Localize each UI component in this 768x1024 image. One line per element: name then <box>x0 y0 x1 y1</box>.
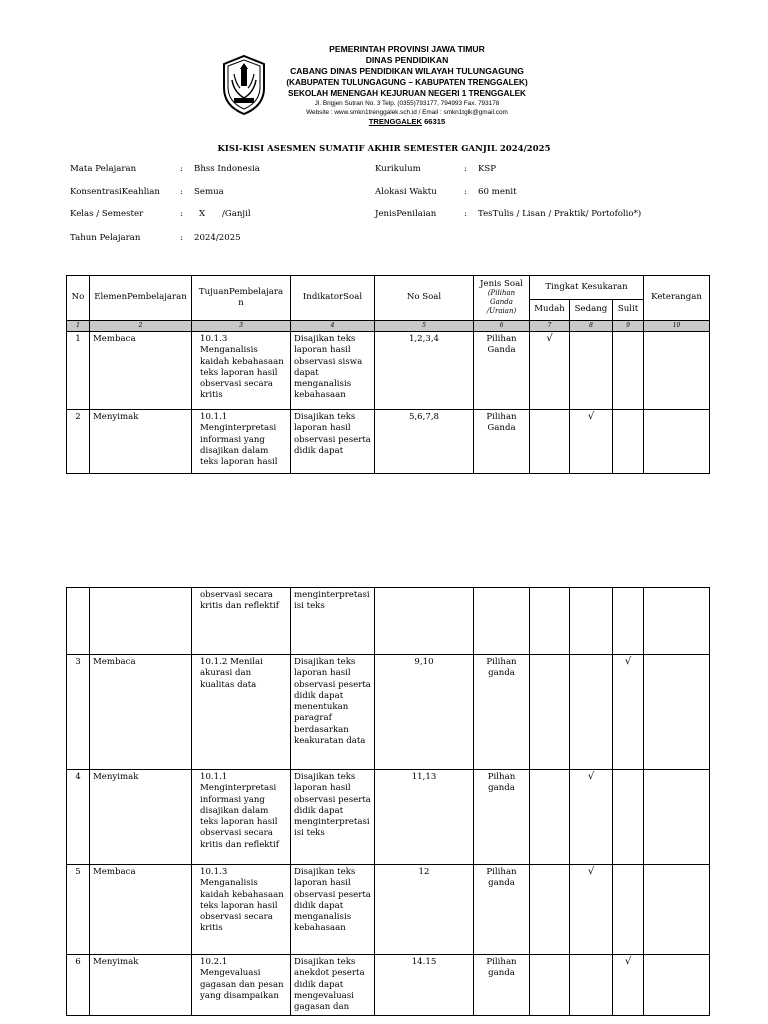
info-jenis-value: TesTulis / Lisan / Praktik/ Portofolio*) <box>478 209 642 219</box>
row-no-soal <box>375 588 474 655</box>
row-no: 5 <box>67 865 90 955</box>
row-mudah-cell <box>530 655 570 770</box>
row-elemen: Menyimak <box>90 770 192 865</box>
row-sedang-cell <box>570 770 613 865</box>
row-sedang-cell <box>570 865 613 955</box>
header-no-soal: No Soal <box>375 276 474 321</box>
row-sulit-cell <box>613 332 644 410</box>
kisi-kisi-table-2 <box>66 587 710 1016</box>
row-no: 1 <box>67 332 90 410</box>
table-row <box>67 865 710 955</box>
header-jenis-soal-label: Jenis Soal <box>480 279 523 289</box>
table-row <box>67 770 710 865</box>
letterhead-city-line <box>266 117 548 127</box>
table-row <box>67 655 710 770</box>
info-tahun-value: 2024/2025 <box>194 233 241 243</box>
header-indikator: IndikatorSoal <box>291 276 375 321</box>
table-row <box>67 410 710 474</box>
letterhead-postcode: 66315 <box>424 117 446 126</box>
info-kurikulum-value: KSP <box>478 164 497 174</box>
info-colon: : <box>180 209 183 219</box>
header-no: No <box>67 276 90 321</box>
row-jenis-soal: Pilihan Ganda <box>474 332 530 410</box>
info-konsentrasi-label: KonsentrasiKeahlian <box>70 187 160 197</box>
row-indikator: Disajikan teks laporan hasil observasi peserta didik dapat menginterpretasi isi teks <box>291 770 375 865</box>
table-row <box>67 955 710 1016</box>
letterhead-line3: CABANG DINAS PENDIDIKAN WILAYAH TULUNGAGUNG <box>290 66 524 76</box>
row-sedang-cell <box>570 332 613 410</box>
header-keterangan: Keterangan <box>644 276 710 321</box>
row-jenis-soal: Pilihan ganda <box>474 865 530 955</box>
row-indikator: Disajikan teks anekdot peserta didik dapat mengevaluasi gagasan dan <box>291 955 375 1016</box>
header-sulit: Sulit <box>613 300 644 321</box>
kisi-kisi-table-1 <box>66 275 710 474</box>
col-number: 7 <box>530 321 570 332</box>
row-tujuan: 10.1.2 Menilai akurasi dan kualitas data <box>192 655 291 770</box>
info-colon: : <box>180 164 183 174</box>
row-mudah-cell <box>530 955 570 1016</box>
row-tujuan: 10.1.3 Menganalisis kaidah kebahasaan teks laporan hasil observasi secara kritis <box>192 865 291 955</box>
row-sedang-cell <box>570 655 613 770</box>
row-keterangan <box>644 410 710 474</box>
row-tujuan: 10.1.1 Menginterpretasi informasi yang disajikan dalam teks laporan hasil <box>192 410 291 474</box>
row-jenis-soal: Pilhan ganda <box>474 770 530 865</box>
header-sedang: Sedang <box>570 300 613 321</box>
row-indikator: Disajikan teks laporan hasil observasi siswa dapat menganalisis kebahasaan <box>291 332 375 410</box>
letterhead-website: Website : www.smkn1trenggalek.sch.id / Email : smkn1tglk@gmail.com <box>306 109 508 116</box>
row-no-soal: 9,10 <box>375 655 474 770</box>
row-mudah-cell <box>530 865 570 955</box>
row-keterangan <box>644 588 710 655</box>
letterhead-line1: PEMERINTAH PROVINSI JAWA TIMUR <box>329 44 485 54</box>
row-tujuan: 10.2.1 Mengevaluasi gagasan dan pesan yang disampaikan <box>192 955 291 1016</box>
col-number: 3 <box>192 321 291 332</box>
col-number: 1 <box>67 321 90 332</box>
column-number-row <box>67 321 710 332</box>
row-indikator: Disajikan teks laporan hasil observasi peserta didik dapat menentukan paragraf berdasarkan keakuratan data <box>291 655 375 770</box>
checkmark-icon: √ <box>624 956 632 967</box>
checkmark-icon: √ <box>587 771 595 782</box>
info-konsentrasi-value: Semua <box>194 187 224 197</box>
letterhead-city: TRENGGALEK <box>368 117 422 126</box>
info-kelas-value: X <box>199 209 206 219</box>
row-no-soal: 11,13 <box>375 770 474 865</box>
checkmark-icon: √ <box>546 333 553 344</box>
letterhead-line4: (KABUPATEN TULUNGAGUNG – KABUPATEN TRENGGALEK) <box>286 78 528 87</box>
row-sedang-cell <box>570 410 613 474</box>
info-semester-value: /Ganjil <box>222 209 251 219</box>
row-elemen: Menyimak <box>90 955 192 1016</box>
table-1-body <box>67 332 710 474</box>
row-elemen: Membaca <box>90 655 192 770</box>
row-no: 4 <box>67 770 90 865</box>
info-jenis-label: JenisPenilaian <box>375 209 437 219</box>
letterhead-line5: SEKOLAH MENENGAH KEJURUAN NEGERI 1 TRENGGALEK <box>288 89 526 98</box>
row-sedang-cell <box>570 955 613 1016</box>
row-jenis-soal <box>474 588 530 655</box>
checkmark-icon: √ <box>624 656 632 667</box>
info-tahun-label: Tahun Pelajaran <box>70 233 141 243</box>
row-jenis-soal: Pilihan ganda <box>474 955 530 1016</box>
row-indikator: Disajikan teks laporan hasil observasi peserta didik dapat menganalisis kebahasaan <box>291 865 375 955</box>
row-elemen: Menyimak <box>90 410 192 474</box>
row-indikator: Disajikan teks laporan hasil observasi peserta didik dapat <box>291 410 375 474</box>
col-number: 6 <box>474 321 530 332</box>
row-no: 2 <box>67 410 90 474</box>
row-elemen: Membaca <box>90 865 192 955</box>
row-no-soal: 12 <box>375 865 474 955</box>
row-keterangan <box>644 865 710 955</box>
row-elemen <box>90 588 192 655</box>
table-2-body <box>67 588 710 1016</box>
row-jenis-soal: Pilihan ganda <box>474 655 530 770</box>
row-keterangan <box>644 655 710 770</box>
row-jenis-soal: Pilihan Ganda <box>474 410 530 474</box>
row-no <box>67 588 90 655</box>
row-sedang-cell <box>570 588 613 655</box>
letterhead <box>218 44 548 134</box>
row-sulit-cell <box>613 955 644 1016</box>
row-mudah-cell <box>530 410 570 474</box>
row-elemen: Membaca <box>90 332 192 410</box>
col-number: 5 <box>375 321 474 332</box>
info-mapel-value: Bhss Indonesia <box>194 164 260 174</box>
row-keterangan <box>644 332 710 410</box>
letterhead-line2: DINAS PENDIDIKAN <box>365 55 449 65</box>
info-colon: : <box>464 209 467 219</box>
east-java-emblem-icon <box>220 54 268 116</box>
row-tujuan: 10.1.3 Menganalisis kaidah kebahasaan teks laporan hasil observasi secara kritis <box>192 332 291 410</box>
col-number: 2 <box>90 321 192 332</box>
header-tingkat: Tingkat Kesukaran <box>530 276 644 300</box>
row-no-soal: 14.15 <box>375 955 474 1016</box>
table-row <box>67 332 710 410</box>
row-sulit-cell <box>613 865 644 955</box>
row-sulit-cell <box>613 655 644 770</box>
letterhead-address: Jl. Brigjen Sutran No. 3 Telp. (0355)793177, 794993 Fax. 793178 <box>314 100 500 107</box>
info-kelas-label: Kelas / Semester <box>70 209 144 219</box>
header-jenis-soal-sub: (Pilihan Ganda /Uraian) <box>486 289 517 315</box>
row-sulit-cell <box>613 770 644 865</box>
row-indikator: menginterpretasi isi teks <box>291 588 375 655</box>
row-mudah-cell <box>530 332 570 410</box>
header-tujuan: TujuanPembelajara n <box>192 276 291 321</box>
info-colon: : <box>180 187 183 197</box>
row-sulit-cell <box>613 588 644 655</box>
row-keterangan <box>644 770 710 865</box>
col-number: 9 <box>613 321 644 332</box>
checkmark-icon: √ <box>587 866 595 877</box>
row-tujuan: observasi secara kritis dan reflektif <box>192 588 291 655</box>
row-mudah-cell <box>530 588 570 655</box>
row-no-soal: 5,6,7,8 <box>375 410 474 474</box>
row-keterangan <box>644 955 710 1016</box>
info-alokasi-value: 60 menit <box>478 187 517 197</box>
info-mapel-label: Mata Pelajaran <box>70 164 137 174</box>
info-alokasi-label: Alokasi Waktu <box>375 187 437 197</box>
header-elemen: ElemenPembelajaran <box>90 276 192 321</box>
row-mudah-cell <box>530 770 570 865</box>
document-title: KISI-KISI ASESMEN SUMATIF AKHIR SEMESTER GANJIL 2024/2025 <box>217 143 551 153</box>
info-colon: : <box>464 187 467 197</box>
col-number: 4 <box>291 321 375 332</box>
col-number: 8 <box>570 321 613 332</box>
row-no-soal: 1,2,3,4 <box>375 332 474 410</box>
row-tujuan: 10.1.1 Menginterpretasi informasi yang disajikan dalam teks laporan hasil observasi secara kritis dan reflektif <box>192 770 291 865</box>
info-colon: : <box>180 233 183 243</box>
checkmark-icon: √ <box>587 411 595 422</box>
row-sulit-cell <box>613 410 644 474</box>
header-mudah: Mudah <box>530 300 570 321</box>
table-row <box>67 588 710 655</box>
header-jenis-soal <box>474 276 530 321</box>
row-no: 3 <box>67 655 90 770</box>
info-kurikulum-label: Kurikulum <box>375 164 421 174</box>
info-colon: : <box>464 164 467 174</box>
row-no: 6 <box>67 955 90 1016</box>
col-number: 10 <box>644 321 710 332</box>
